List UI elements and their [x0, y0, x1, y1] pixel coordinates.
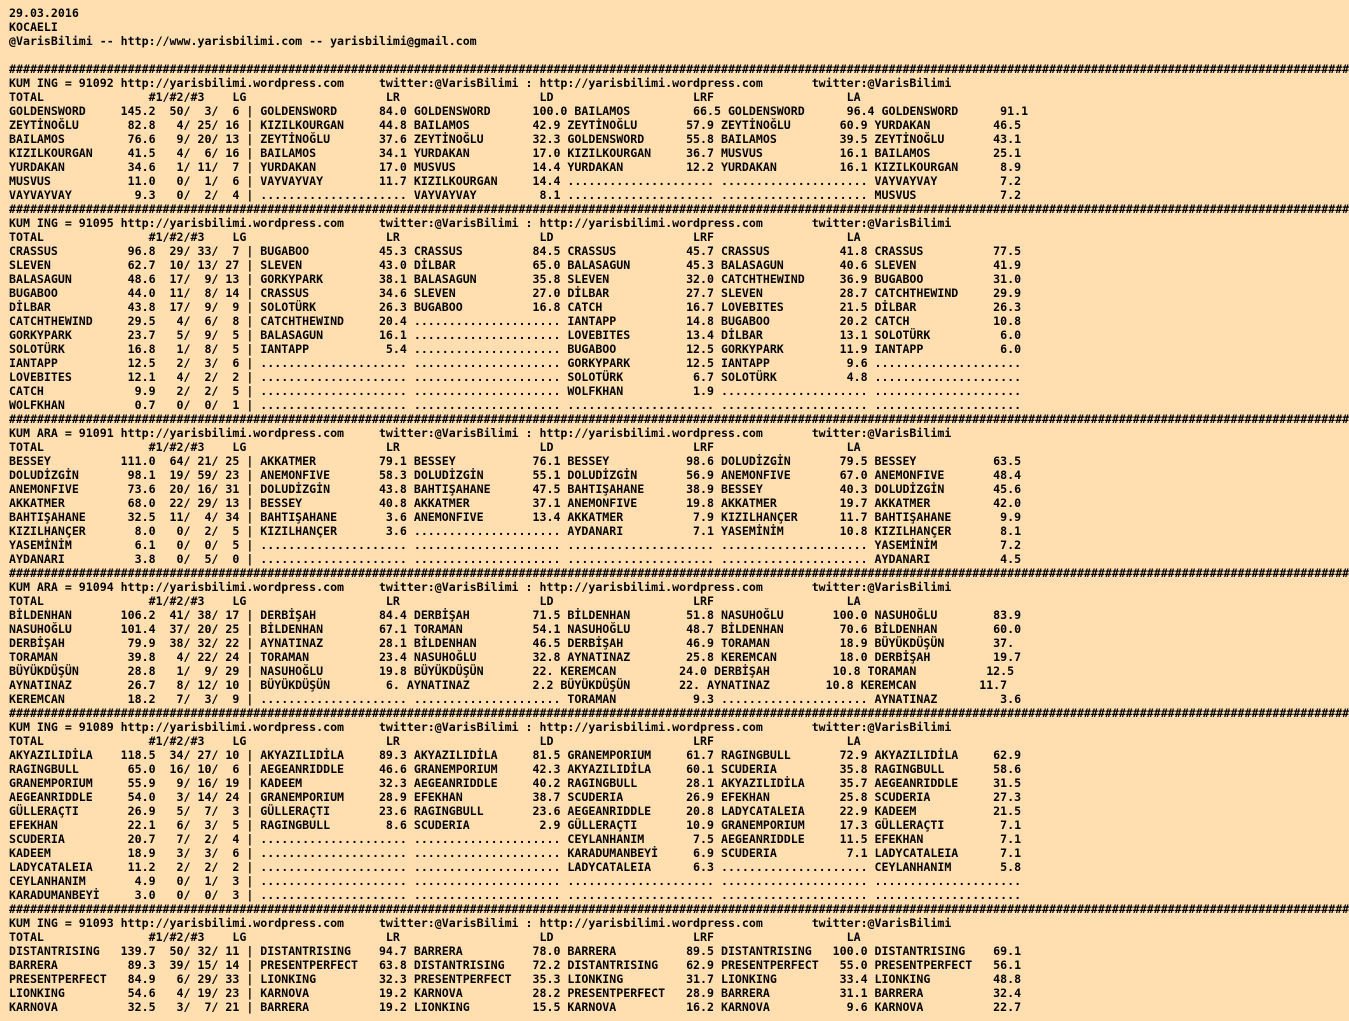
table-row: IANTAPP 12.5 2/ 3/ 6 | ..................... ..................... GORKYPARK 12.5 IANTAPP 9.6 ..................... [9, 356, 1022, 370]
table-row: BÜYÜKDÜŞÜN 28.8 1/ 9/ 29 | NASUHOĞLU 19.8 BÜYÜKDÜŞÜN 22. KEREMCAN 24.0 DERBİŞAH 10.8 TORAMAN 12.5 [9, 664, 1015, 678]
table-row: MUSVUS 11.0 0/ 1/ 6 | VAYVAYVAY 11.7 KIZILKOURGAN 14.4 ..................... ..................... VAYVAYVAY 7.2 [9, 174, 1022, 188]
report-date: 29.03.2016 [9, 6, 79, 20]
column-header: TOTAL #1/#2/#3 LG LR LD LRF LA [9, 930, 861, 944]
table-row: GOLDENSWORD 145.2 50/ 3/ 6 | GOLDENSWORD 84.0 GOLDENSWORD 100.0 BAILAMOS 66.5 GOLDENSWORD 96.4 GOLDENSWORD 91.1 [9, 104, 1029, 118]
results-tables [9, 62, 1349, 1014]
table-row: WOLFKHAN 0.7 0/ 0/ 1 | ..................... ..................... ..................... ..................... ..................... [9, 398, 1022, 412]
section-divider: ################################################################################################################################################################################################ [9, 566, 1349, 580]
table-row: DOLUDİZGİN 98.1 19/ 59/ 23 | ANEMONFIVE 58.3 DOLUDİZGİN 55.1 DOLUDİZGİN 56.9 ANEMONFIVE 67.0 ANEMONFIVE 48.4 [9, 468, 1022, 482]
table-row: ANEMONFIVE 73.6 20/ 16/ 31 | DOLUDİZGİN 43.8 BAHTIŞAHANE 47.5 BAHTIŞAHANE 38.9 BESSEY 40.3 DOLUDİZGİN 45.6 [9, 482, 1022, 496]
table-row: SLEVEN 62.7 10/ 13/ 27 | SLEVEN 43.0 DİLBAR 65.0 BALASAGUN 45.3 BALASAGUN 40.6 SLEVEN 41.9 [9, 258, 1022, 272]
table-row: DERBİŞAH 79.9 38/ 32/ 22 | AYNATINAZ 28.1 BİLDENHAN 46.5 DERBİŞAH 46.9 TORAMAN 18.9 BÜYÜKDÜŞÜN 37. [9, 636, 1015, 650]
table-row: KARADUMANBEYİ 3.0 0/ 0/ 3 | ..................... ..................... ..................... ..................... ..................... [9, 888, 1022, 902]
table-row: PRESENTPERFECT 84.9 6/ 29/ 33 | LIONKING 32.3 PRESENTPERFECT 35.3 LIONKING 31.7 LIONKING 33.4 LIONKING 48.8 [9, 972, 1022, 986]
table-row: AYNATINAZ 26.7 8/ 12/ 10 | BÜYÜKDÜŞÜN 6. AYNATINAZ 2.2 BÜYÜKDÜŞÜN 22. AYNATINAZ 10.8 KEREMCAN 11.7 [9, 678, 1008, 692]
table-row: CRASSUS 96.8 29/ 33/ 7 | BUGABOO 45.3 CRASSUS 84.5 CRASSUS 45.7 CRASSUS 41.8 CRASSUS 77.5 [9, 244, 1022, 258]
table-row: YASEMİNİM 6.1 0/ 0/ 5 | ..................... ..................... ..................... ..................... YASEMİNİM 7.2 [9, 538, 1022, 552]
table-row: AEGEANRIDDLE 54.0 3/ 14/ 24 | GRANEMPORIUM 28.9 EFEKHAN 38.7 SCUDERIA 26.9 EFEKHAN 25.8 SCUDERIA 27.3 [9, 790, 1022, 804]
table-row: LIONKING 54.6 4/ 19/ 23 | KARNOVA 19.2 KARNOVA 28.2 PRESENTPERFECT 28.9 BARRERA 31.1 BARRERA 32.4 [9, 986, 1022, 1000]
column-header: TOTAL #1/#2/#3 LG LR LD LRF LA [9, 90, 861, 104]
table-row: LOVEBITES 12.1 4/ 2/ 2 | ..................... ..................... SOLOTÜRK 6.7 SOLOTÜRK 4.8 ..................... [9, 370, 1022, 384]
table-row: SCUDERIA 20.7 7/ 2/ 4 | ..................... ..................... CEYLANHANIM 7.5 AEGEANRIDDLE 11.5 EFEKHAN 7.1 [9, 832, 1022, 846]
table-row: BAILAMOS 76.6 9/ 20/ 13 | ZEYTİNOĞLU 37.6 ZEYTİNOĞLU 32.3 GOLDENSWORD 55.8 BAILAMOS 39.5 ZEYTİNOĞLU 43.1 [9, 132, 1022, 146]
table-row: KIZILKOURGAN 41.5 4/ 6/ 16 | BAILAMOS 34.1 YURDAKAN 17.0 KIZILKOURGAN 36.7 MUSVUS 16.1 BAILAMOS 25.1 [9, 146, 1022, 160]
race-header: KUM ARA = 91094 http://yarisbilimi.wordpress.com twitter:@VarisBilimi : http://yarisbilimi.wordpress.com twitter:@VarisBilimi [9, 580, 952, 594]
table-row: RAGINGBULL 65.0 16/ 10/ 6 | AEGEANRIDDLE 46.6 GRANEMPORIUM 42.3 AKYAZILIDİLA 60.1 SCUDERIA 35.8 RAGINGBULL 58.6 [9, 762, 1022, 776]
table-row: KIZILHANÇER 8.0 0/ 2/ 5 | KIZILHANÇER 3.6 ..................... AYDANARI 7.1 YASEMİNİM 10.8 KIZILHANÇER 8.1 [9, 524, 1022, 538]
table-row: BALASAGUN 48.6 17/ 9/ 13 | GORKYPARK 38.1 BALASAGUN 35.8 SLEVEN 32.0 CATCHTHEWIND 36.9 BUGABOO 31.0 [9, 272, 1022, 286]
table-row: AYDANARI 3.8 0/ 5/ 0 | ..................... ..................... ..................... ..................... AYDANARI 4.5 [9, 552, 1022, 566]
column-header: TOTAL #1/#2/#3 LG LR LD LRF LA [9, 734, 861, 748]
table-row: SOLOTÜRK 16.8 1/ 8/ 5 | IANTAPP 5.4 ..................... BUGABOO 12.5 GORKYPARK 11.9 IANTAPP 6.0 [9, 342, 1022, 356]
section-divider: ################################################################################################################################################################################################ [9, 412, 1349, 426]
table-row: BAHTIŞAHANE 32.5 11/ 4/ 34 | BAHTIŞAHANE 3.6 ANEMONFIVE 13.4 AKKATMER 7.9 KIZILHANÇER 11.7 BAHTIŞAHANE 9.9 [9, 510, 1022, 524]
table-row: CEYLANHANIM 4.9 0/ 1/ 3 | ..................... ..................... ..................... ..................... ..................... [9, 874, 1022, 888]
table-row: CATCH 9.9 2/ 2/ 5 | ..................... ..................... WOLFKHAN 1.9 ..................... ..................... [9, 384, 1022, 398]
table-row: YURDAKAN 34.6 1/ 11/ 7 | YURDAKAN 17.0 MUSVUS 14.4 YURDAKAN 12.2 YURDAKAN 16.1 KIZILKOURGAN 8.9 [9, 160, 1022, 174]
table-row: BUGABOO 44.0 11/ 8/ 14 | CRASSUS 34.6 SLEVEN 27.0 DİLBAR 27.7 SLEVEN 28.7 CATCHTHEWIND 29.9 [9, 286, 1022, 300]
table-row: DISTANTRISING 139.7 50/ 32/ 11 | DISTANTRISING 94.7 BARRERA 78.0 BARRERA 89.5 DISTANTRISING 100.0 DISTANTRISING 69.1 [9, 944, 1022, 958]
race-header: KUM ING = 91095 http://yarisbilimi.wordpress.com twitter:@VarisBilimi : http://yarisbilimi.wordpress.com twitter:@VarisBilimi [9, 216, 952, 230]
table-row: ZEYTİNOĞLU 82.8 4/ 25/ 16 | KIZILKOURGAN 44.8 BAILAMOS 42.9 ZEYTİNOĞLU 57.9 ZEYTİNOĞLU 60.9 YURDAKAN 46.5 [9, 118, 1022, 132]
blank-line [9, 48, 1073, 62]
table-row: GRANEMPORIUM 55.9 9/ 16/ 19 | KADEEM 32.3 AEGEANRIDDLE 40.2 RAGINGBULL 28.1 AKYAZILIDİLA 35.7 AEGEANRIDDLE 31.5 [9, 776, 1022, 790]
table-row: KARNOVA 32.5 3/ 7/ 21 | BARRERA 19.2 LIONKING 15.5 KARNOVA 16.2 KARNOVA 9.6 KARNOVA 22.7 [9, 1000, 1022, 1014]
section-divider: ################################################################################################################################################################################################ [9, 62, 1349, 76]
table-row: KADEEM 18.9 3/ 3/ 6 | ..................... ..................... KARADUMANBEYİ 6.9 SCUDERIA 7.1 LADYCATALEIA 7.1 [9, 846, 1022, 860]
section-divider: ################################################################################################################################################################################################ [9, 902, 1349, 916]
race-header: KUM ING = 91093 http://yarisbilimi.wordpress.com twitter:@VarisBilimi : http://yarisbilimi.wordpress.com twitter:@VarisBilimi [9, 916, 952, 930]
table-row: GORKYPARK 23.7 5/ 9/ 5 | BALASAGUN 16.1 ..................... LOVEBITES 13.4 DİLBAR 13.1 SOLOTÜRK 6.0 [9, 328, 1022, 342]
table-row: LADYCATALEIA 11.2 2/ 2/ 2 | ..................... ..................... LADYCATALEIA 6.3 ..................... CEYLANHANIM 5.8 [9, 860, 1022, 874]
table-row: AKYAZILIDİLA 118.5 34/ 27/ 10 | AKYAZILIDİLA 89.3 AKYAZILIDİLA 81.5 GRANEMPORIUM 61.7 RAGINGBULL 72.9 AKYAZILIDİLA 62.9 [9, 748, 1022, 762]
contact-line: @VarisBilimi -- http://www.yarisbilimi.com -- yarisbilimi@gmail.com [9, 34, 477, 48]
section-divider: ################################################################################################################################################################################################ [9, 706, 1349, 720]
column-header: TOTAL #1/#2/#3 LG LR LD LRF LA [9, 440, 861, 454]
race-header: KUM ARA = 91091 http://yarisbilimi.wordpress.com twitter:@VarisBilimi : http://yarisbilimi.wordpress.com twitter:@VarisBilimi [9, 426, 952, 440]
table-row: TORAMAN 39.8 4/ 22/ 24 | TORAMAN 23.4 NASUHOĞLU 32.8 AYNATINAZ 25.8 KEREMCAN 18.0 DERBİŞAH 19.7 [9, 650, 1022, 664]
table-row: KEREMCAN 18.2 7/ 3/ 9 | ..................... ..................... TORAMAN 9.3 ..................... AYNATINAZ 3.6 [9, 692, 1022, 706]
table-row: BİLDENHAN 106.2 41/ 38/ 17 | DERBİŞAH 84.4 DERBİŞAH 71.5 BİLDENHAN 51.8 NASUHOĞLU 100.0 NASUHOĞLU 83.9 [9, 608, 1022, 622]
report-city: KOCAELI [9, 20, 58, 34]
table-row: BARRERA 89.3 39/ 15/ 14 | PRESENTPERFECT 63.8 DISTANTRISING 72.2 DISTANTRISING 62.9 PRESENTPERFECT 55.0 PRESENTPERFECT 56.1 [9, 958, 1022, 972]
table-row: CATCHTHEWIND 29.5 4/ 6/ 8 | CATCHTHEWIND 20.4 ..................... IANTAPP 14.8 BUGABOO 20.2 CATCH 10.8 [9, 314, 1022, 328]
race-header: KUM ING = 91092 http://yarisbilimi.wordpress.com twitter:@VarisBilimi : http://yarisbilimi.wordpress.com twitter:@VarisBilimi [9, 76, 952, 90]
table-row: VAYVAYVAY 9.3 0/ 2/ 4 | ..................... VAYVAYVAY 8.1 ..................... ..................... MUSVUS 7.2 [9, 188, 1022, 202]
table-row: AKKATMER 68.0 22/ 29/ 13 | BESSEY 40.8 AKKATMER 37.1 ANEMONFIVE 19.8 AKKATMER 19.7 AKKATMER 42.0 [9, 496, 1022, 510]
table-row: DİLBAR 43.8 17/ 9/ 9 | SOLOTÜRK 26.3 BUGABOO 16.8 CATCH 16.7 LOVEBITES 21.5 DİLBAR 26.3 [9, 300, 1022, 314]
race-header: KUM ING = 91089 http://yarisbilimi.wordpress.com twitter:@VarisBilimi : http://yarisbilimi.wordpress.com twitter:@VarisBilimi [9, 720, 952, 734]
column-header: TOTAL #1/#2/#3 LG LR LD LRF LA [9, 594, 861, 608]
table-row: NASUHOĞLU 101.4 37/ 20/ 25 | BİLDENHAN 67.1 TORAMAN 54.1 NASUHOĞLU 48.7 BİLDENHAN 70.6 BİLDENHAN 60.0 [9, 622, 1022, 636]
column-header: TOTAL #1/#2/#3 LG LR LD LRF LA [9, 230, 861, 244]
table-row: GÜLLERAÇTI 26.9 5/ 7/ 3 | GÜLLERAÇTI 23.6 RAGINGBULL 23.6 AEGEANRIDDLE 20.8 LADYCATALEIA 22.9 KADEEM 21.5 [9, 804, 1022, 818]
section-divider: ################################################################################################################################################################################################ [9, 202, 1349, 216]
table-row: EFEKHAN 22.1 6/ 3/ 5 | RAGINGBULL 8.6 SCUDERIA 2.9 GÜLLERAÇTI 10.9 GRANEMPORIUM 17.3 GÜLLERAÇTI 7.1 [9, 818, 1022, 832]
table-row: BESSEY 111.0 64/ 21/ 25 | AKKATMER 79.1 BESSEY 76.1 BESSEY 98.6 DOLUDİZGİN 79.5 BESSEY 63.5 [9, 454, 1022, 468]
